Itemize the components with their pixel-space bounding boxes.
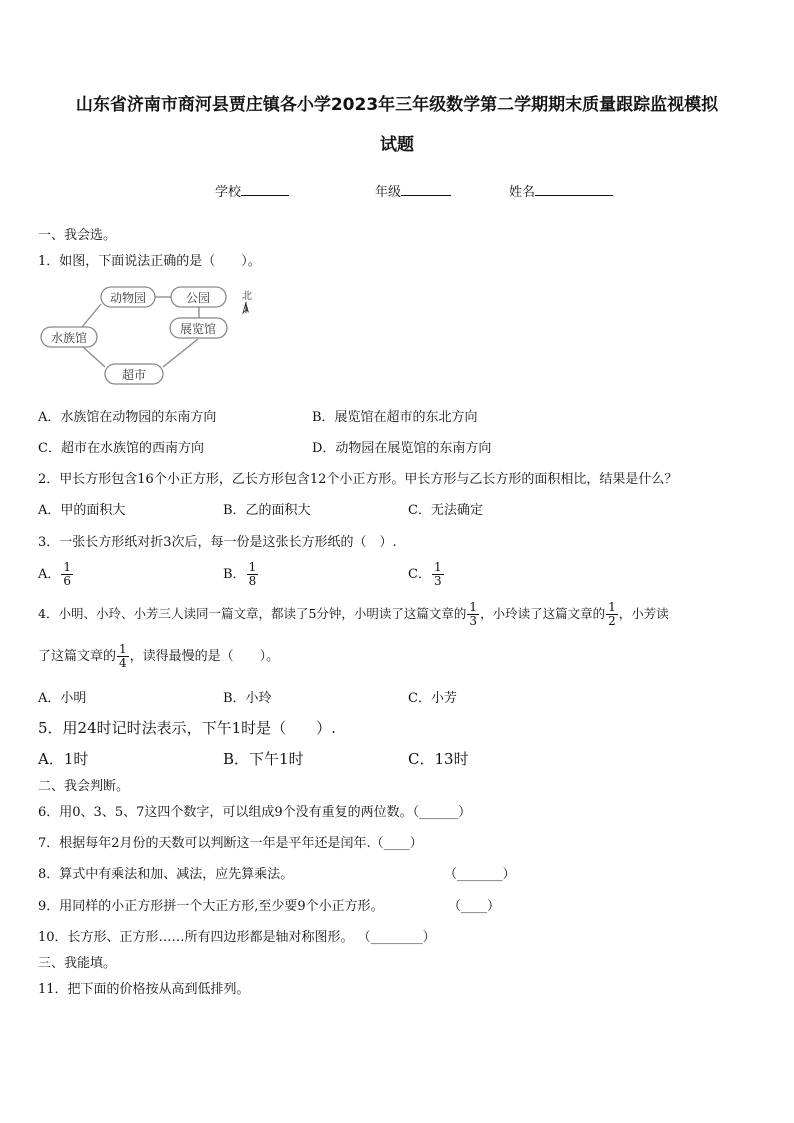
map-node-market: 超市: [121, 368, 147, 382]
q7-text: 7．根据每年2月份的天数可以判断这一年是平年还是闰年.（____）: [38, 836, 423, 851]
q4-f3-den: 4: [119, 656, 127, 670]
q4-text-2: ，小玲读了这篇文章的: [480, 606, 606, 621]
q4-f2-den: 2: [608, 614, 616, 628]
q1-option-b: B．展览馆在超市的东北方向: [312, 410, 478, 425]
section-1-heading: 一、我会选。: [38, 228, 117, 243]
name-label: 姓名: [509, 185, 536, 200]
q2-stem: 2．甲长方形包含16个小正方形，乙长方形包含12个小正方形。甲长方形与乙长方形的面积相比，结果是什么？: [38, 472, 678, 487]
q4-text-1: 4．小明、小玲、小芳三人读同一篇文章，都读了5分钟，小明读了这篇文章的: [38, 606, 467, 621]
map-node-aquarium: 水族馆: [50, 331, 88, 345]
q4-f2-num: 1: [608, 600, 616, 614]
q1-option-d: D．动物园在展览馆的东南方向: [312, 441, 492, 456]
q1-map-figure: [38, 282, 263, 388]
map-node-park: 公园: [185, 291, 211, 305]
q2-option-c: C．无法确定: [408, 503, 483, 518]
q3-option-a-label: A．: [38, 567, 61, 582]
q3-option-a-fraction: [61, 561, 73, 588]
q5-option-b: B．下午1时: [223, 750, 304, 768]
section-3-heading: 三、我能填。: [38, 956, 117, 971]
q3-option-b-num: 1: [248, 560, 257, 574]
q4-text-4: 了这篇文章的: [38, 649, 117, 664]
q3-option-a: [38, 561, 74, 588]
section-2-heading: 二、我会判断。: [38, 779, 130, 794]
q3-option-c: [408, 561, 445, 588]
q2-option-b: B．乙的面积大: [223, 503, 311, 518]
school-blank: [241, 182, 289, 196]
grade-blank: [401, 182, 451, 196]
q3-option-b-fraction: [247, 561, 259, 588]
q10-text: 10．长方形、正方形……所有四边形都是轴对称图形。 （________）: [38, 930, 436, 945]
q1-option-a: A．水族馆在动物园的东南方向: [38, 410, 217, 425]
q11-text: 11．把下面的价格按从高到低排列。: [38, 982, 250, 997]
q3-option-b-den: 8: [248, 574, 257, 588]
q5-stem: 5．用24时记时法表示，下午1时是（ ）.: [38, 719, 336, 737]
map-node-exhibit: 展览馆: [179, 322, 217, 336]
q4-option-b: B．小玲: [223, 691, 272, 706]
q3-option-c-label: C．: [408, 567, 431, 582]
q6-text: 6．用0、3、5、7这四个数字，可以组成9个没有重复的两位数。（______）: [38, 805, 472, 820]
q4-fraction-1: [467, 601, 479, 628]
q4-f3-num: 1: [119, 642, 127, 656]
q3-option-b: [223, 561, 259, 588]
q3-option-c-fraction: [432, 561, 444, 588]
q4-stem-line-2: [38, 643, 279, 670]
school-label: 学校: [215, 185, 242, 200]
q1-stem: 1．如图，下面说法正确的是（ ）。: [38, 254, 261, 269]
q9-text: 9．用同样的小正方形拼一个大正方形,至少要9个小正方形。: [38, 899, 384, 914]
q5-option-a: A．1时: [38, 750, 89, 768]
q8-answer-blank: （_______）: [444, 867, 516, 882]
q3-stem: 3．一张长方形纸对折3次后，每一份是这张长方形纸的（ ）.: [38, 535, 397, 550]
name-field: [509, 181, 613, 200]
school-field: [215, 181, 289, 200]
q5-option-c: C．13时: [408, 750, 469, 768]
q4-text-3: ，小芳读: [618, 606, 669, 621]
q4-fraction-3: [117, 643, 129, 670]
q8-text: 8．算式中有乘法和加、减法，应先算乘法。: [38, 867, 294, 882]
north-arrow-icon: [243, 302, 249, 313]
grade-field: [375, 181, 451, 200]
q4-stem-line-1: [38, 601, 669, 628]
q3-option-b-label: B．: [223, 567, 246, 582]
q2-option-a: A．甲的面积大: [38, 503, 126, 518]
grade-label: 年级: [375, 185, 402, 200]
name-blank: [535, 182, 613, 196]
q4-f1-den: 3: [469, 614, 478, 628]
q3-option-c-den: 3: [433, 574, 442, 588]
q1-option-c: C．超市在水族馆的西南方向: [38, 441, 204, 456]
q4-option-c: C．小芳: [408, 691, 457, 706]
q3-option-a-den: 6: [63, 574, 72, 588]
title-line-2: 试题: [380, 135, 414, 155]
title-line-1: 山东省济南市商河县贾庄镇各小学2023年三年级数学第二学期期末质量跟踪监视模拟: [75, 95, 719, 115]
q3-option-a-num: 1: [63, 560, 72, 574]
q4-f1-num: 1: [469, 600, 478, 614]
q4-fraction-2: [606, 601, 618, 628]
map-north-label: 北: [242, 291, 252, 302]
map-node-zoo: 动物园: [109, 291, 147, 305]
q3-option-c-num: 1: [433, 560, 442, 574]
q4-option-a: A．小明: [38, 691, 87, 706]
q9-answer-blank: （____）: [448, 899, 501, 914]
q4-text-5: ，读得最慢的是（ ）。: [129, 649, 280, 664]
